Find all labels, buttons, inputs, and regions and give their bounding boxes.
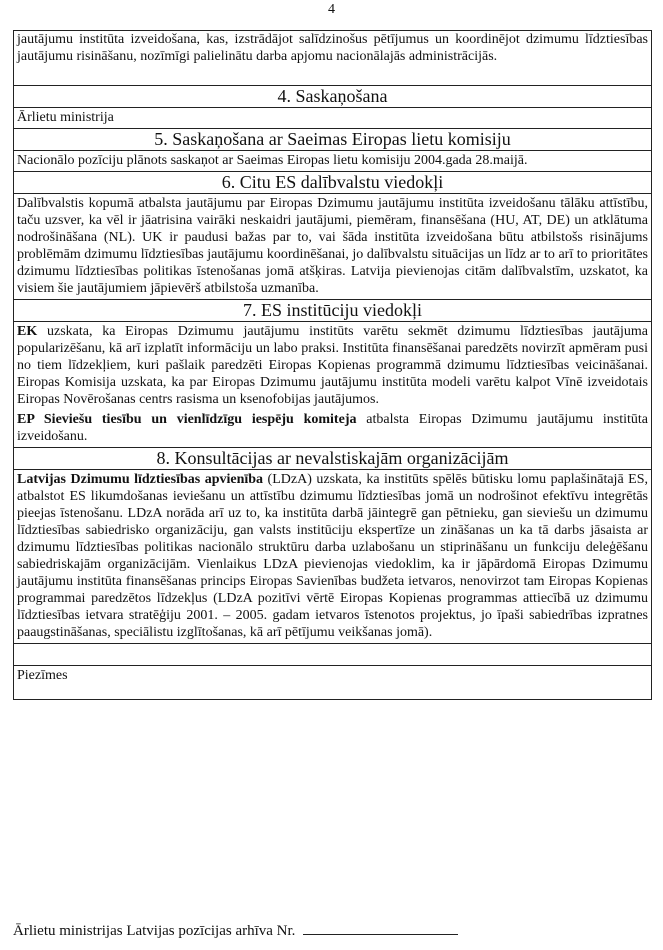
section-5-heading: 5. Saskaņošana ar Saeimas Eiropas lietu komisiju	[14, 128, 651, 151]
archive-number-line	[13, 920, 458, 940]
section-5-body: Nacionālo pozīciju plānots saskaņot ar Saeimas Eiropas lietu komisiju 2004.gada 28.maijā.	[17, 153, 528, 168]
spacer	[14, 67, 651, 85]
archive-label: Ārlietu ministrijas Latvijas pozīcijas arhīva Nr.	[13, 923, 296, 939]
section-7-ek-paragraph	[14, 322, 651, 410]
archive-number-field[interactable]	[303, 920, 458, 935]
ek-text: uzskata, ka Eiropas Dzimumu jautājumu institūts varētu sekmēt dzimumu līdztiesības jautājuma popularizēšanu, kā arī izplatīt informāciju un labo praksi. Institūta finansēšanai paredzēts novirzīt apmēram pusi no tiem līdzekļiem, kuri pašlaik paredzēti Eiropas Kopienas programmā dzimumu līdztiesības veicināšanai. Eiropas Komisija uzskata, ka par Eiropas Dzimumu jautājumu institūta modeli varētu kalpot Vīnē izveidotais Eiropas Novērošanas centrs rasisma un ksenofobijas jautājumos.	[17, 324, 648, 407]
blank-row	[14, 643, 651, 665]
ek-lead: EK	[17, 324, 38, 339]
position-table	[13, 30, 652, 700]
page-number: 4	[328, 2, 335, 17]
section-7-heading: 7. ES institūciju viedokļi	[14, 299, 651, 322]
ep-lead: EP Sieviešu tiesību un vienlīdzīgu iespēju komiteja	[17, 412, 357, 427]
section-4-body: Ārlietu ministrija	[17, 110, 114, 125]
section-4-heading: 4. Saskaņošana	[14, 85, 651, 108]
intro-paragraph: jautājumu institūta izveidošana, kas, izstrādājot salīdzinošus pētījumus un koordinējot dzimumu līdztiesības jautājumu risināšanu, nozīmīgi palielinātu darba apjomu nacionālajās administrācijās.	[17, 32, 648, 64]
section-6-heading: 6. Citu ES dalībvalstu viedokļi	[14, 171, 651, 194]
section-7-ep-paragraph	[14, 410, 651, 447]
ldza-lead: Latvijas Dzimumu līdztiesības apvienība	[17, 472, 264, 487]
section-8-body	[14, 470, 651, 643]
section-8-heading: 8. Konsultācijas ar nevalstiskajām organizācijām	[14, 447, 651, 470]
ep-text: atbalsta Eiropas Dzimumu jautājumu institūta izveidošanu.	[17, 412, 648, 444]
notes-cell: Piezīmes	[14, 665, 651, 699]
section-6-body: Dalībvalstis kopumā atbalsta jautājumu par Eiropas Dzimumu jautājumu institūta izveidošanu tālāku attīstību, taču uzsver, ka vēl ir jāatrisina vairāki neskaidri jautājumi, piemēram, finansēšana (HU, AT, DE) un atklātuma nodrošināšana (NL). UK ir paudusi bažas par to, vai šāda institūta izveidošana būtu atbilstošs risinājums problēmām dzimumu līdztiesības jautājumu koordinēšanai, jo dalībvalstu situācijas un līdz ar to arī to prioritātes dzimumu līdztiesības politikas īstenošanas jomā atšķiras. Latvija pievienojas citām dalībvalstīm, uzskatot, ka visiem šie jautājumiem jāpievērš atbilstoša uzmanība.	[17, 196, 648, 296]
ldza-text: (LDzA) uzskata, ka institūts spēlēs būtisku lomu paplašinātajā ES, atbalstot ES likumdošanas ieviešanu un attīstību dzimumu līdztiesības jomā un nodrošinot efektīvu integrētās pieejas īstenošanu. LDzA norāda arī uz to, ka institūta darbā jāintegrē gan pētnieku, gan sieviešu un dzimumu līdztiesības sabiedrisko organizāciju, gan valsts institūciju ekspertīze un zināšanas un ka tā darbs jāsaista ar dzimumu līdztiesības politikas nacionālo struktūru darba uzlabošanu un stiprināšanu un funkciju deleģēšanu sabiedriskajām organizācijām. Vienlaikus LDzA pievienojas viedoklim, ka ir jāpārdomā Eiropas Dzimumu jautājumu institūta finansēšanas princips Eiropas Savienības budžeta ietvaros, nenovirzot tam Eiropas Kopienas programmai paredzētos līdzekļus (LDzA pozitīvi vērtē Eiropas Kopienas programmas attiecībā uz dzimumu līdztiesības ietvara stratēģiju 2001. – 2005. gadam ietvaros īstenotos projektus, jo īpaši sabiedrības izpratnes paaugstināšanas, speciālistu izglītošanas, kā arī pētījumu veikšanas jomā).	[17, 472, 648, 640]
